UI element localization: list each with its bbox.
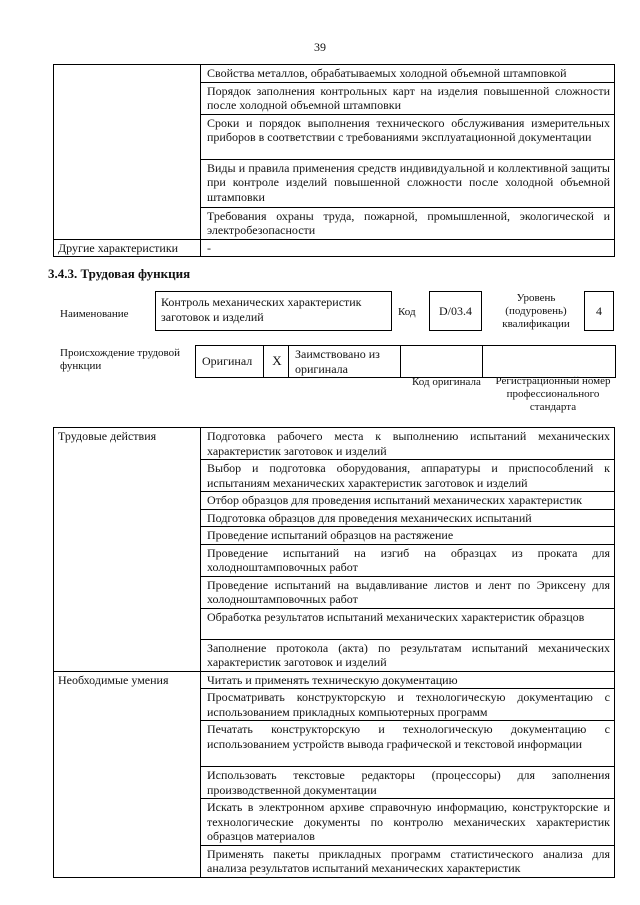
code-value-box — [429, 291, 482, 331]
knowledge-item: Свойства металлов, обрабатываемых холодной объемной штамповкой — [201, 65, 615, 83]
other-characteristics-label: Другие характеристики — [54, 239, 201, 257]
reg-number-cell — [483, 346, 616, 378]
level-value-box — [584, 291, 614, 331]
knowledge-item: Порядок заполнения контрольных карт на изделия повышенной сложности после холодной объемной штамповки — [201, 82, 615, 114]
labor-action-item: Подготовка образцов для проведения механических испытаний — [201, 509, 615, 527]
code-label: Код — [398, 306, 416, 318]
knowledge-item: Сроки и порядок выполнения технического обслуживания измерительных приборов в соответствии с требованиями эксплуатационной документации — [201, 114, 615, 159]
labor-action-item: Обработка результатов испытаний механических характеристик образцов — [201, 608, 615, 639]
function-name: Контроль механических характеристик заготовок и изделий — [161, 295, 362, 324]
skill-item: Печатать конструкторскую и технологическую документацию с использованием устройств вывода графической и текстовой информации — [201, 721, 615, 767]
labor-action-item: Проведение испытаний на выдавливание листов и лент по Эриксену для холодноштамповочных работ — [201, 576, 615, 608]
origin-label: Происхождение трудовой функции — [60, 347, 181, 372]
page-number: 39 — [314, 40, 326, 54]
function-code: D/03.4 — [439, 304, 472, 318]
labor-action-item: Проведение испытаний образцов на растяжение — [201, 527, 615, 545]
section-title: 3.4.3. Трудовая функция — [48, 266, 191, 281]
original-code-cell — [401, 346, 483, 378]
origin-table — [195, 345, 616, 378]
skill-item: Применять пакеты прикладных программ статистического анализа для анализа результатов испытаний механических характеристик — [201, 845, 615, 877]
original-mark: X — [264, 346, 289, 378]
other-characteristics-value: - — [201, 239, 615, 257]
labor-function-table — [53, 427, 615, 878]
labor-action-item: Подготовка рабочего места к выполнению испытаний механических характеристик заготовок и изделий — [201, 428, 615, 460]
labor-action-item: Заполнение протокола (акта) по результатам испытаний механических характеристик заготовок и изделий — [201, 639, 615, 671]
level-label: Уровень (подуровень) квалификации — [502, 292, 570, 330]
knowledge-item: Требования охраны труда, пожарной, промышленной, экологической и электробезопасности — [201, 207, 615, 239]
knowledge-item: Виды и правила применения средств индивидуальной и коллективной защиты при контроле изделий повышенной сложности после холодной объемной штамповки — [201, 159, 615, 207]
knowledge-label-cell — [54, 65, 201, 240]
borrowed-label: Заимствовано из оригинала — [289, 346, 401, 378]
labor-action-item: Проведение испытаний на изгиб на образцах из проката для холодноштамповочных работ — [201, 544, 615, 576]
labor-action-item: Выбор и подготовка оборудования, аппаратуры и приспособлений к испытаниям механических характеристик заготовок и изделий — [201, 460, 615, 492]
labor-action-item: Отбор образцов для проведения испытаний механических характеристик — [201, 492, 615, 510]
skill-item: Использовать текстовые редакторы (процессоры) для заполнения производственной документации — [201, 767, 615, 799]
required-skills-label: Необходимые умения — [54, 671, 201, 877]
knowledge-table — [53, 64, 615, 257]
labor-actions-label: Трудовые действия — [54, 428, 201, 672]
name-value-box — [155, 291, 392, 331]
skill-item: Искать в электронном архиве справочную информацию, конструкторские и технологические документы по контролю механических характеристик образцов материалов — [201, 799, 615, 846]
name-label: Наименование — [60, 308, 129, 320]
original-label: Оригинал — [196, 346, 264, 378]
skill-item: Просматривать конструкторскую и технологическую документацию с использованием прикладных компьютерных программ — [201, 689, 615, 721]
code-original-caption: Код оригинала — [412, 376, 481, 388]
qualification-level: 4 — [596, 304, 602, 318]
skill-item: Читать и применять техническую документацию — [201, 671, 615, 689]
reg-number-caption: Регистрационный номер профессионального стандарта — [495, 375, 611, 413]
